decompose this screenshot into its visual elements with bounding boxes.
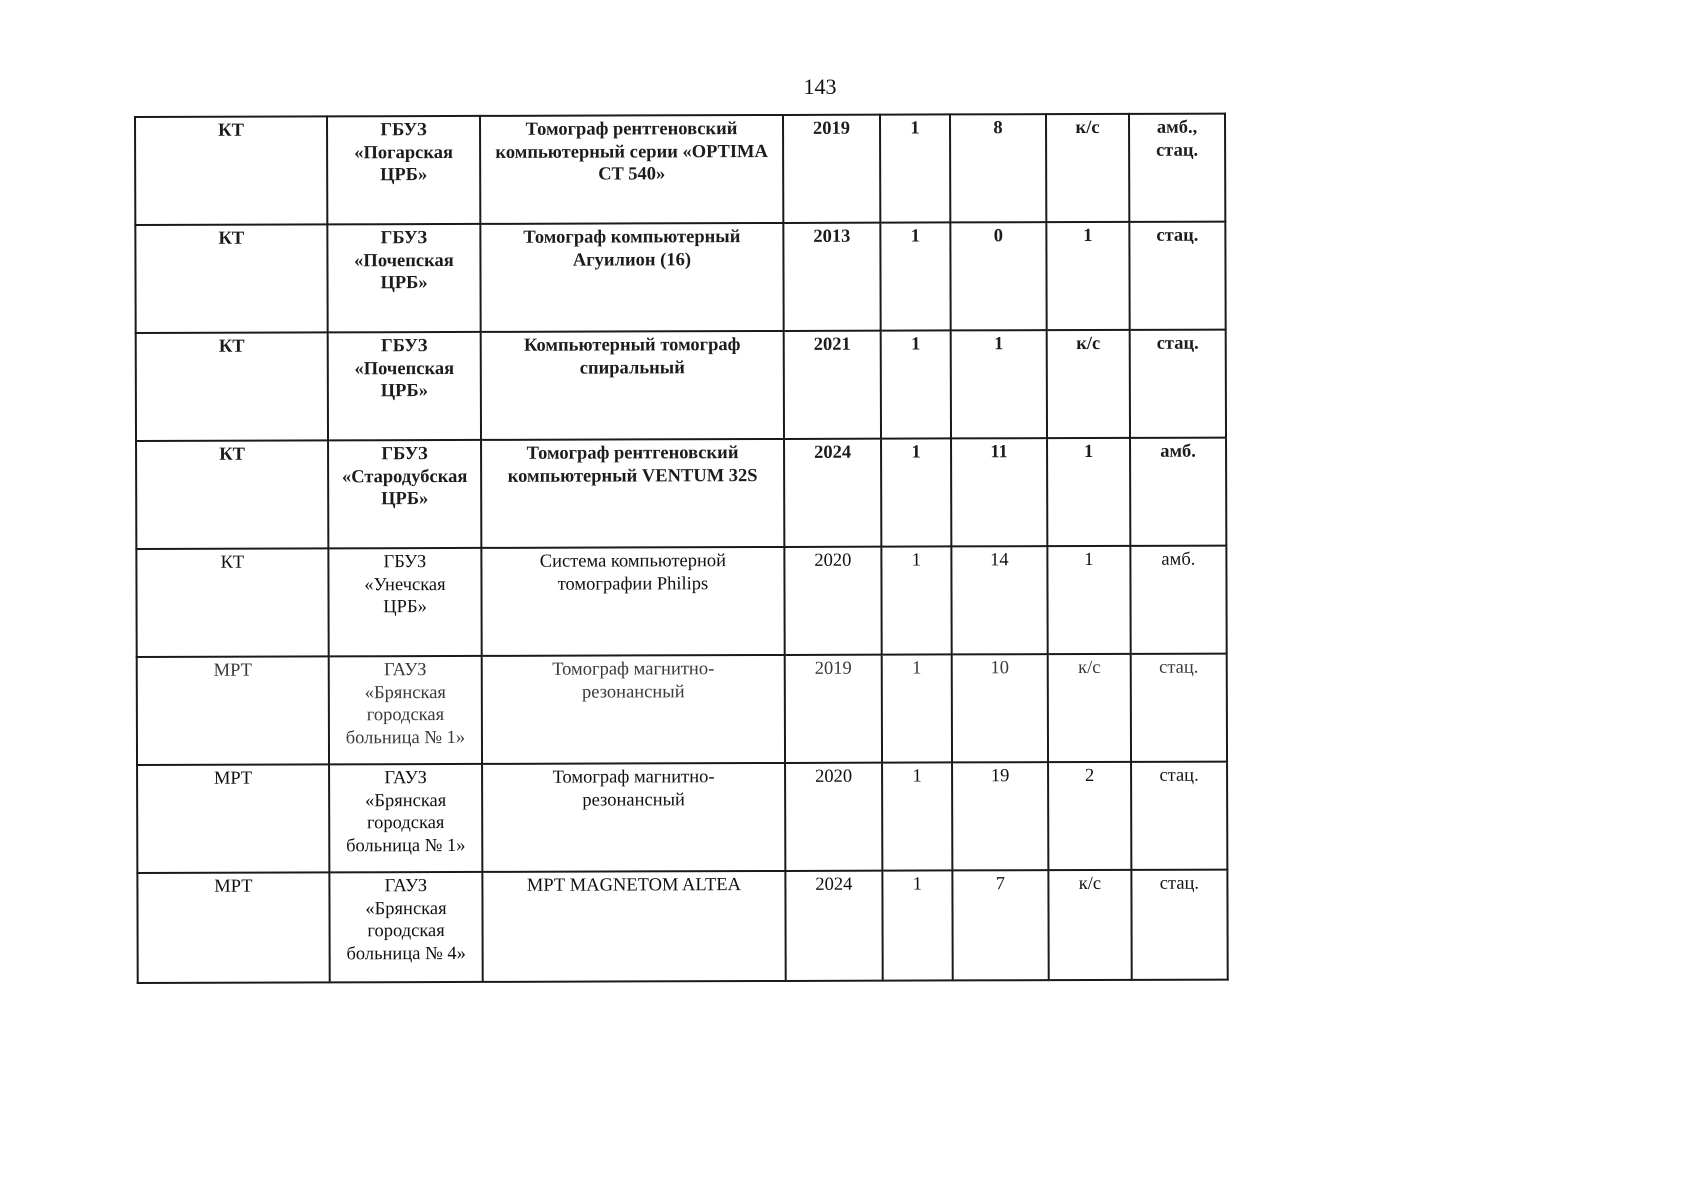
mode-cell: стац. — [1131, 654, 1227, 762]
equipment-cell: Томограф магнитно- резонансный — [482, 655, 785, 764]
mode-cell: стац. — [1131, 870, 1227, 980]
count-cell: 1 — [881, 546, 951, 654]
column-6-cell: 8 — [950, 114, 1046, 222]
count-cell: 1 — [882, 870, 952, 980]
column-7-cell: к/с — [1048, 870, 1131, 980]
equipment-table — [134, 113, 1229, 984]
count-cell: 1 — [881, 438, 951, 546]
column-7-cell: к/с — [1047, 330, 1130, 438]
year-cell: 2021 — [784, 331, 881, 439]
organization-cell: ГБУЗ «Унечская ЦРБ» — [328, 548, 481, 656]
modality-cell: КТ — [135, 116, 327, 225]
column-7-cell: к/с — [1048, 654, 1131, 762]
year-cell: 2013 — [783, 223, 880, 331]
modality-cell: КТ — [135, 224, 327, 333]
year-cell: 2024 — [784, 439, 881, 547]
year-cell: 2020 — [785, 763, 882, 871]
table-row — [135, 222, 1225, 333]
column-6-cell: 1 — [951, 330, 1047, 438]
modality-cell: КТ — [136, 548, 328, 657]
column-7-cell: 2 — [1048, 762, 1131, 870]
mode-cell: стац. — [1131, 762, 1227, 870]
column-7-cell: 1 — [1046, 222, 1129, 330]
table-row — [136, 330, 1226, 441]
mode-cell: амб. — [1130, 438, 1226, 546]
equipment-cell: МРТ MAGNETOM ALTEA — [482, 871, 785, 982]
organization-cell: ГБУЗ «Стародубская ЦРБ» — [328, 440, 481, 548]
equipment-cell: Томограф рентгеновский компьютерный VENTUM 32S — [481, 439, 784, 548]
table-row — [136, 546, 1226, 657]
mode-cell: стац. — [1129, 222, 1225, 330]
count-cell: 1 — [881, 330, 951, 438]
column-6-cell: 19 — [952, 762, 1048, 870]
organization-cell: ГБУЗ «Почепская ЦРБ» — [327, 224, 480, 332]
equipment-cell: Томограф компьютерный Агуилион (16) — [480, 223, 783, 332]
table-row — [135, 114, 1225, 225]
organization-cell: ГБУЗ «Почепская ЦРБ» — [328, 332, 481, 440]
mode-cell: амб., стац. — [1129, 114, 1225, 222]
equipment-cell: Компьютерный томограф спиральный — [481, 331, 784, 440]
table-row — [137, 870, 1227, 983]
count-cell: 1 — [882, 762, 952, 870]
year-cell: 2020 — [784, 547, 881, 655]
modality-cell: МРТ — [137, 656, 329, 765]
organization-cell: ГБУЗ «Погарская ЦРБ» — [327, 116, 480, 224]
column-6-cell: 14 — [951, 546, 1047, 654]
modality-cell: МРТ — [137, 764, 329, 873]
mode-cell: стац. — [1130, 330, 1226, 438]
modality-cell: МРТ — [137, 872, 329, 983]
modality-cell: КТ — [136, 332, 328, 441]
count-cell: 1 — [880, 222, 950, 330]
equipment-cell: Система компьютерной томографии Philips — [481, 547, 784, 656]
table-row — [136, 438, 1226, 549]
table-row — [137, 762, 1227, 873]
column-7-cell: 1 — [1047, 546, 1130, 654]
count-cell: 1 — [882, 654, 952, 762]
modality-cell: КТ — [136, 440, 328, 549]
equipment-cell: Томограф рентгеновский компьютерный серии «OPTIMA CT 540» — [480, 115, 783, 224]
organization-cell: ГАУЗ «Брянская городская больница № 1» — [329, 656, 482, 764]
mode-cell: амб. — [1130, 546, 1226, 654]
count-cell: 1 — [880, 114, 950, 222]
organization-cell: ГАУЗ «Брянская городская больница № 1» — [329, 764, 482, 872]
page-number: 143 — [803, 74, 837, 99]
year-cell: 2024 — [785, 871, 882, 981]
column-6-cell: 7 — [952, 870, 1048, 980]
column-6-cell: 0 — [950, 222, 1046, 330]
column-6-cell: 10 — [952, 654, 1048, 762]
year-cell: 2019 — [785, 655, 882, 763]
table-row — [137, 654, 1227, 765]
column-7-cell: 1 — [1047, 438, 1130, 546]
year-cell: 2019 — [783, 115, 880, 223]
column-6-cell: 11 — [951, 438, 1047, 546]
organization-cell: ГАУЗ «Брянская городская больница № 4» — [329, 872, 482, 982]
column-7-cell: к/с — [1046, 114, 1129, 222]
equipment-cell: Томограф магнитно- резонансный — [482, 763, 785, 872]
